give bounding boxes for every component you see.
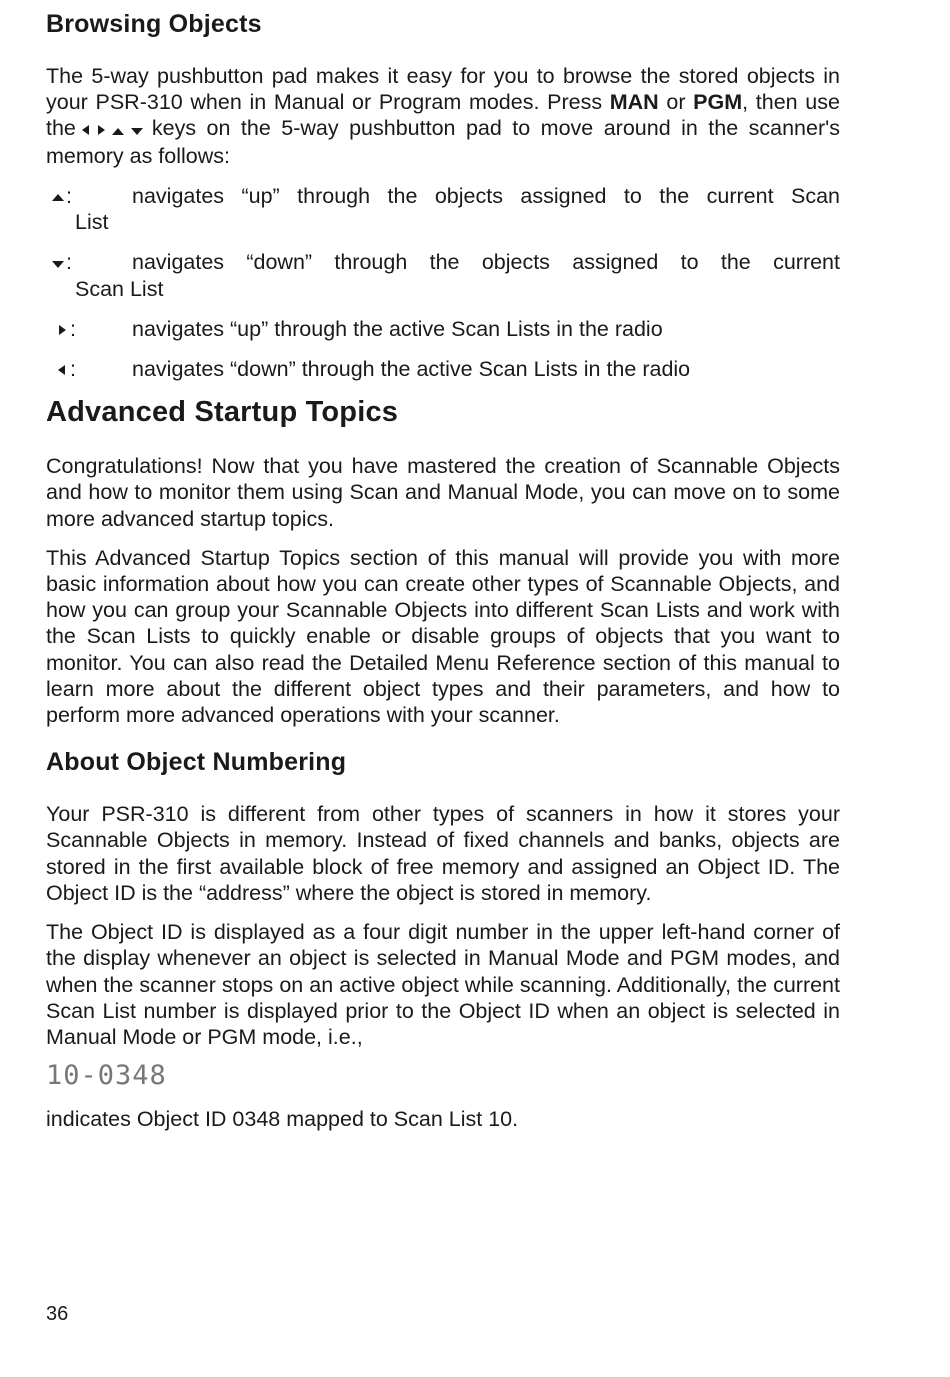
- numbering-paragraph-2: The Object ID is displayed as a four digit number in the upper left-hand corner of the display whenever an object is selected in Manual Mode and PGM modes, and when the scanner stops on an active object while scanning. Additionally, the current Scan List number is displayed prior to the Object ID when an object is selected in Manual Mode or PGM mode, i.e.,: [46, 920, 840, 1049]
- man-key-label: MAN: [609, 90, 659, 115]
- up-arrow-icon: [50, 191, 66, 203]
- nav-item-down: : navigates “down” through the objects assigned to the current Scan List: [46, 249, 840, 301]
- advanced-paragraph-2: This Advanced Startup Topics section of this manual will provide you with more basic information about how you can create other types of Scannable Objects, and how you can group your Scannable Objects into different Scan Lists and work with the Scan Lists to quickly enable or disable groups of objects that you want to monitor. You can also read the Detailed Menu Reference section of this manual to learn more about the different object types and their parameters, and how to perform more advanced operations with your scanner.: [46, 545, 840, 728]
- down-arrow-icon: [129, 125, 145, 137]
- down-arrow-icon: [50, 258, 66, 270]
- browsing-intro-paragraph: The 5-way pushbutton pad makes it easy for you to browse the stored objects in your PSR-310 when in Manual or Program modes. Press MAN or PGM, then use the keys on the 5-way pushbutton pad to move around in the scanner's memory as follows:: [46, 64, 840, 168]
- arrow-keys-group: [80, 117, 148, 143]
- up-arrow-icon: [110, 125, 126, 137]
- right-arrow-icon: [95, 123, 107, 137]
- left-arrow-icon: [80, 123, 92, 137]
- advanced-paragraph-1: Congratulations! Now that you have mastered the creation of Scannable Objects and how to monitor them using Scan and Manual Mode, you can move on to some more advanced startup topics.: [46, 454, 840, 531]
- manual-page: [46, 0, 840, 1132]
- numbering-paragraph-1: Your PSR-310 is different from other types of scanners in how it stores your Scannable Objects in memory. Instead of fixed channels and banks, objects are stored in the first available block of free memory and assigned an Object ID. The Object ID is the “address” where the object is stored in memory.: [46, 802, 840, 905]
- advanced-startup-heading: Advanced Startup Topics: [46, 396, 399, 429]
- browsing-objects-heading: Browsing Objects: [46, 10, 262, 38]
- nav-item-up: : navigates “up” through the objects assigned to the current Scan List: [46, 183, 840, 235]
- numbering-paragraph-3: indicates Object ID 0348 mapped to Scan List 10.: [46, 1107, 519, 1132]
- left-arrow-icon: [56, 363, 68, 377]
- nav-item-left: : navigates “down” through the active Scan Lists in the radio: [46, 356, 840, 382]
- navigation-key-list: [46, 183, 840, 382]
- right-arrow-icon: [56, 323, 68, 337]
- object-numbering-heading: About Object Numbering: [46, 748, 347, 777]
- pgm-key-label: PGM: [693, 90, 743, 115]
- nav-item-right: : navigates “up” through the active Scan Lists in the radio: [46, 316, 840, 342]
- page-number: 36: [46, 1303, 69, 1325]
- lcd-object-id-example: 10-0348: [46, 1060, 167, 1092]
